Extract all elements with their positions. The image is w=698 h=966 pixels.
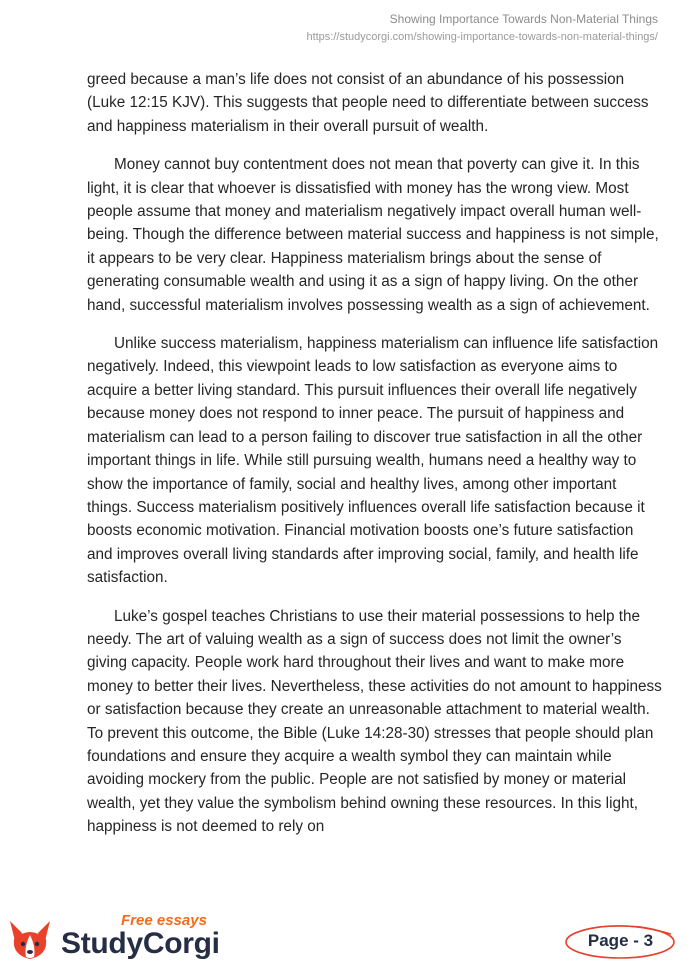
page-number-badge [563,922,678,960]
corgi-logo-icon [6,917,54,961]
page-footer [0,905,698,964]
tagline: Free essays [121,912,207,929]
paragraph: Luke’s gospel teaches Christians to use their material possessions to help the needy. The art of valuing wealth as a sign of success does not limit the owner’s giving capacity. People work hard throughout their lives and want to make more money to better their lives. Nevertheless, these activities do not amount to happiness or satisfaction because they create an unreasonable attachment to material wealth. To prevent this outcome, the Bible (Luke 14:28-30) stresses that people should plan foundations and ensure they acquire a wealth symbol they can maintain while avoiding mockery from the public. People are not satisfied by money or material wealth, yet they value the symbolism behind owning these resources. In this light, happiness is not deemed to rely on [87,607,662,836]
paragraph: Unlike success materialism, happiness materialism can influence life satisfaction negatively. Indeed, this viewpoint leads to low satisfaction as everyone aims to acquire a better living standard. This pursuit influences their overall life negatively because money does not respond to inner peace. The pursuit of happiness and materialism can lead to a person failing to discover true satisfaction in all the other important things in life. While still pursuing wealth, humans need a healthy way to show the importance of family, social and healthy lives, among other important things. Success materialism positively influences overall life satisfaction because it boosts economic motivation. Financial motivation boosts one’s future satisfaction and improves overall living standards after improving social, family, and health life satisfaction. [87,335,659,587]
paragraph: Money cannot buy contentment does not mean that poverty can give it. In this light, it is clear that whoever is dissatisfied with money has the wrong view. Most people assume that money and materialism negatively impact overall human well-being. Though the difference between material success and happiness is not simple, it appears to be very clear. Happiness materialism brings about the sense of generating consumable wealth and using it as a sign of happy living. On the other hand, successful materialism involves possessing wealth as a sign of achievement. [87,156,659,314]
document-title: Showing Importance Towards Non-Material Things [389,12,658,26]
document-url[interactable]: https://studycorgi.com/showing-importance-towards-non-material-things/ [306,31,658,43]
paragraph: greed because a man’s life does not consist of an abundance of his possession (Luke 12:15 KJV). This suggests that people need to differentiate between success and happiness materialism in their overall pursuit of wealth. [87,71,649,135]
document-body [87,68,662,854]
page-number: Page - 3 [587,931,654,950]
brand-name[interactable]: StudyCorgi [61,927,220,960]
page-header [306,10,658,46]
